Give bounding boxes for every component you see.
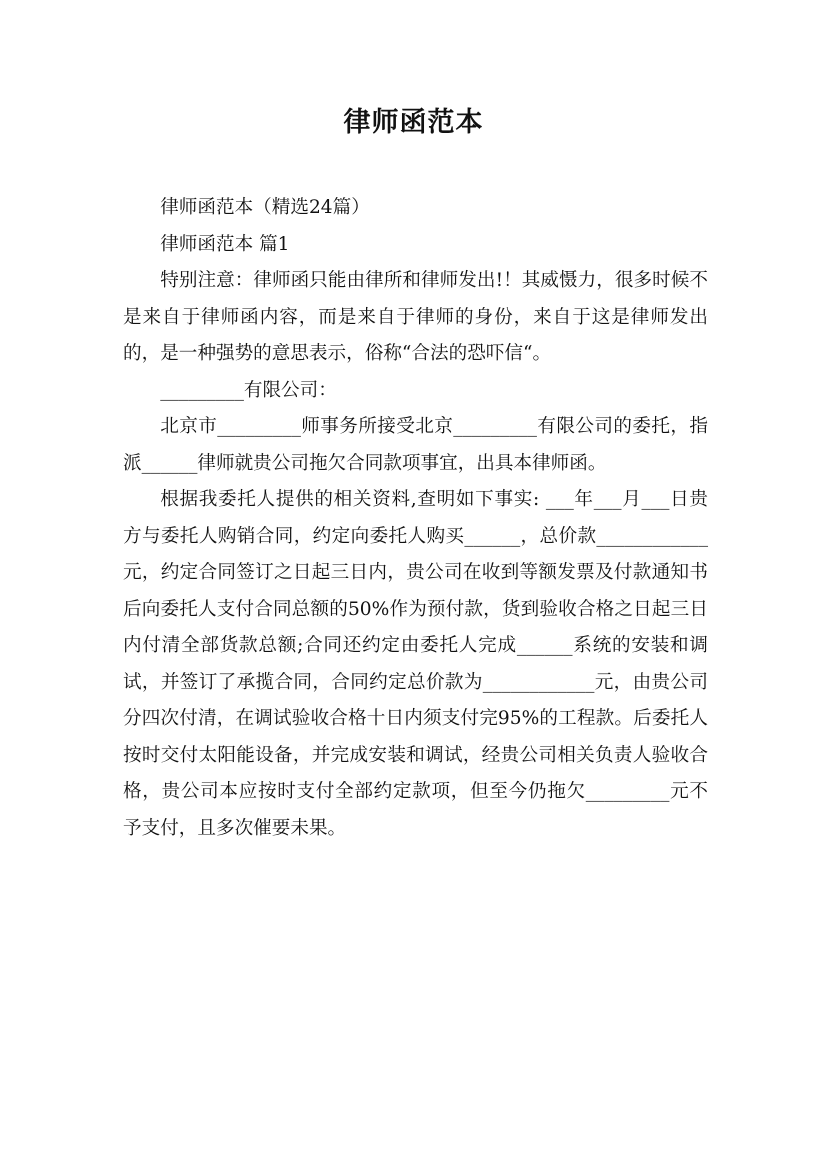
section-heading: 律师函范本 篇1 — [160, 233, 290, 255]
mandate-paragraph: 北京市_________师事务所接受北京_________有限公司的委托，指派______律师就贵公司拖欠合同款项事宜，出具本律师函。 — [123, 416, 708, 474]
notice-paragraph: 特别注意：律师函只能由律所和律师发出!！其威慑力，很多时候不是来自于律师函内容，而是来自于律师的身份，来自于这是律师发出的，是一种强势的意思表示，俗称“合法的恐吓信“。 — [123, 270, 708, 364]
document-body — [123, 190, 708, 847]
addressee-line: _________有限公司： — [160, 379, 337, 401]
facts-paragraph: 根据我委托人提供的相关资料,查明如下事实: ___年___月___日贵方与委托人购销合同，约定向委托人购买______，总价款____________元，约定合同签订之日起三日内，贵公司在收到等额发票及付款通知书后向委托人支付合同总额的50%作为预付款，货到验收合格之日起三日内付清全部货款总额;合同还约定由委托人完成______系统的安装和调试，并签订了承揽合同，合同约定总价款为____________元，由贵公司分四次付清，在调试验收合格十日内须支付完95%的工程款。后委托人按时交付太阳能设备，并完成安装和调试，经贵公司相关负责人验收合格，贵公司本应按时支付全部约定款项，但至今仍拖欠_________元不予支付，且多次催要未果。 — [123, 489, 708, 839]
subtitle-paragraph: 律师函范本（精选24篇） — [160, 197, 370, 218]
document-title: 律师函范本 — [343, 107, 484, 138]
